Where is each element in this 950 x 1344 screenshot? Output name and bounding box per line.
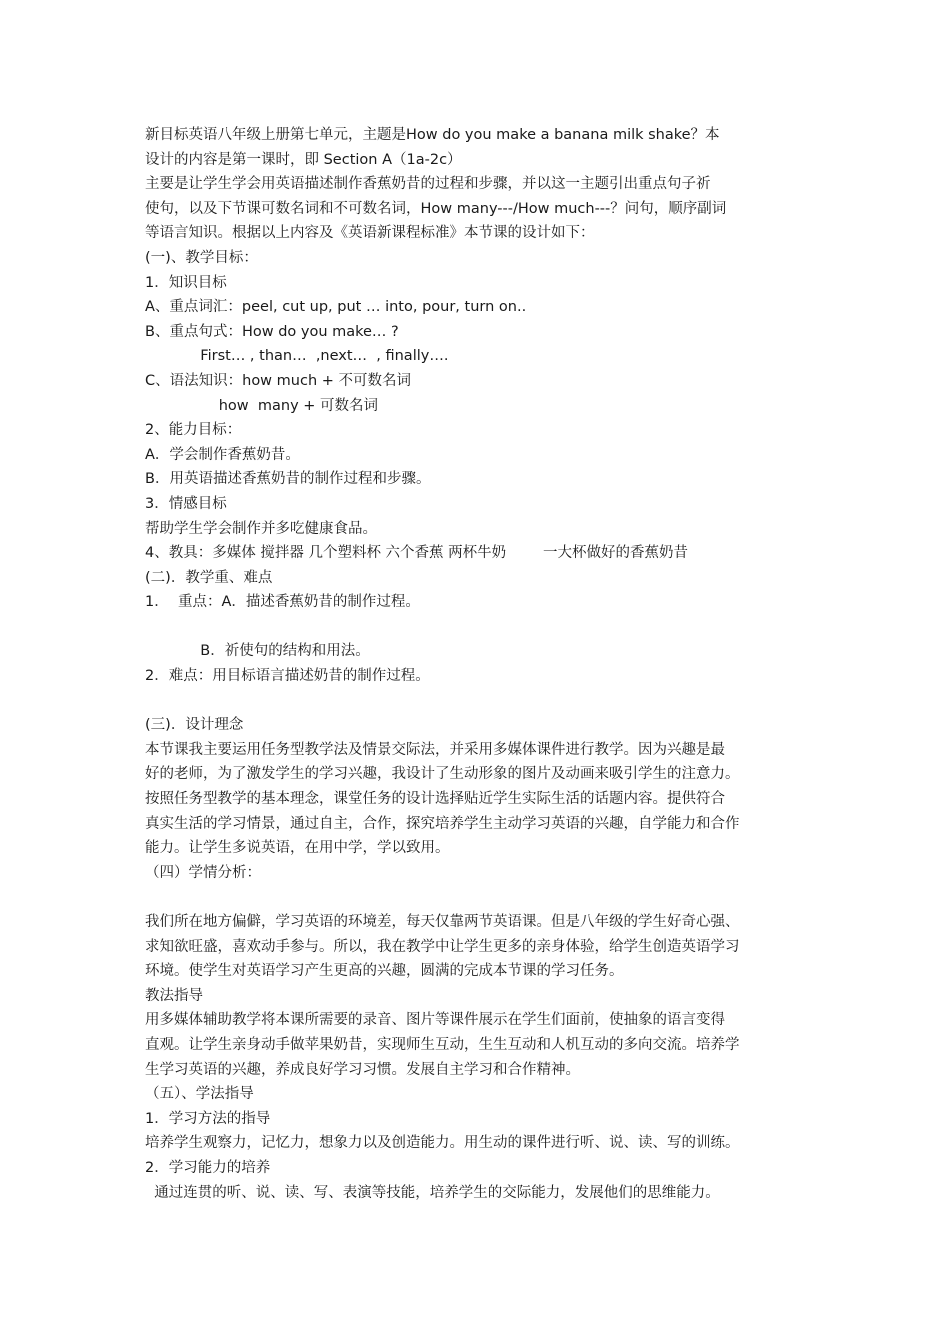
text-line: how many + 可数名词 bbox=[145, 397, 379, 414]
section-heading: （五）、学法指导 bbox=[145, 1086, 254, 1103]
text-line: 本节课我主要运用任务型教学法及情景交际法，并采用多媒体课件进行教学。因为兴趣是最 bbox=[145, 741, 725, 758]
text-line: 1． 重点：A．描述香蕉奶昔的制作过程。 bbox=[145, 594, 420, 611]
text-line: 用多媒体辅助教学将本课所需要的录音、图片等课件展示在学生们面前，使抽象的语言变得 bbox=[145, 1012, 725, 1029]
text-line: 能力。让学生多说英语，在用中学，学以致用。 bbox=[145, 840, 450, 857]
blank-line bbox=[145, 885, 817, 910]
text-line: 帮助学生学会制作并多吃健康食品。 bbox=[145, 520, 377, 537]
text-line: A、重点词汇：peel, cut up, put … into, pour, turn on.. bbox=[145, 299, 527, 316]
blank-line bbox=[145, 689, 817, 714]
text-line: 直观。让学生亲身动手做苹果奶昔，实现师生互动，生生互动和人机互动的多向交流。培养学 bbox=[145, 1036, 740, 1053]
text-line: B．祈使句的结构和用法。 bbox=[145, 643, 370, 660]
text-line: B．用英语描述香蕉奶昔的制作过程和步骤。 bbox=[145, 471, 431, 488]
text-line: 求知欲旺盛，喜欢动手参与。所以，我在教学中让学生更多的亲身体验，给学生创造英语学习 bbox=[145, 938, 740, 955]
text-line: First… , than… ,next… , finally…. bbox=[145, 348, 449, 365]
text-line: 我们所在地方偏僻，学习英语的环境差，每天仅靠两节英语课。但是八年级的学生好奇心强、 bbox=[145, 914, 740, 930]
section-heading: （四）学情分析： bbox=[145, 864, 261, 881]
text-line: 生学习英语的兴趣，养成良好学习习惯。发展自主学习和合作精神。 bbox=[145, 1061, 580, 1078]
text-line: 4、教具：多媒体 搅拌器 几个塑料杯 六个香蕉 两杯牛奶 一大杯做好的香蕉奶昔 bbox=[145, 545, 689, 562]
text-line: 等语言知识。根据以上内容及《英语新课程标准》本节课的设计如下： bbox=[145, 225, 595, 242]
text-line: 1．学习方法的指导 bbox=[145, 1110, 271, 1127]
section-heading: (二)．教学重、难点 bbox=[145, 569, 273, 586]
text-line: 环境。使学生对英语学习产生更高的兴趣，圆满的完成本节课的学习任务。 bbox=[145, 963, 624, 980]
section-heading: 教法指导 bbox=[145, 987, 203, 1004]
text-line: C、语法知识：how much + 不可数名词 bbox=[145, 372, 411, 389]
section-heading: (三)．设计理念 bbox=[145, 717, 244, 734]
text-line: 新目标英语八年级上册第七单元，主题是How do you make a banana milk shake？本 bbox=[145, 127, 720, 143]
section-heading: (一)、教学目标： bbox=[145, 249, 258, 266]
text-line: 好的老师，为了激发学生的学习兴趣，我设计了生动形象的图片及动画来吸引学生的注意力。 bbox=[145, 766, 740, 783]
text-line: 3．情感目标 bbox=[145, 495, 227, 512]
document-body bbox=[145, 123, 817, 1205]
text-line: A．学会制作香蕉奶昔。 bbox=[145, 446, 300, 463]
text-line: 通过连贯的听、说、读、写、表演等技能，培养学生的交际能力，发展他们的思维能力。 bbox=[145, 1184, 720, 1201]
blank-line bbox=[145, 615, 817, 640]
text-line: 2．难点：用目标语言描述奶昔的制作过程。 bbox=[145, 668, 430, 685]
text-line: 主要是让学生学会用英语描述制作香蕉奶昔的过程和步骤，并以这一主题引出重点句子祈 bbox=[145, 176, 711, 193]
text-line: 设计的内容是第一课时，即 Section A（1a-2c） bbox=[145, 151, 462, 168]
text-line: 2、能力目标： bbox=[145, 422, 242, 439]
text-line: 1．知识目标 bbox=[145, 274, 227, 291]
text-line: B、重点句式：How do you make… ? bbox=[145, 323, 399, 340]
text-line: 培养学生观察力，记忆力，想象力以及创造能力。用生动的课件进行听、说、读、写的训练。 bbox=[145, 1135, 740, 1152]
text-line: 2．学习能力的培养 bbox=[145, 1159, 271, 1176]
text-line: 使句，以及下节课可数名词和不可数名词，How many---/How much---？问句，顺序副词 bbox=[145, 200, 727, 217]
text-line: 按照任务型教学的基本理念，课堂任务的设计选择贴近学生实际生活的话题内容。提供符合 bbox=[145, 791, 725, 808]
text-line: 真实生活的学习情景，通过自主，合作，探究培养学生主动学习英语的兴趣，自学能力和合作 bbox=[145, 815, 740, 832]
